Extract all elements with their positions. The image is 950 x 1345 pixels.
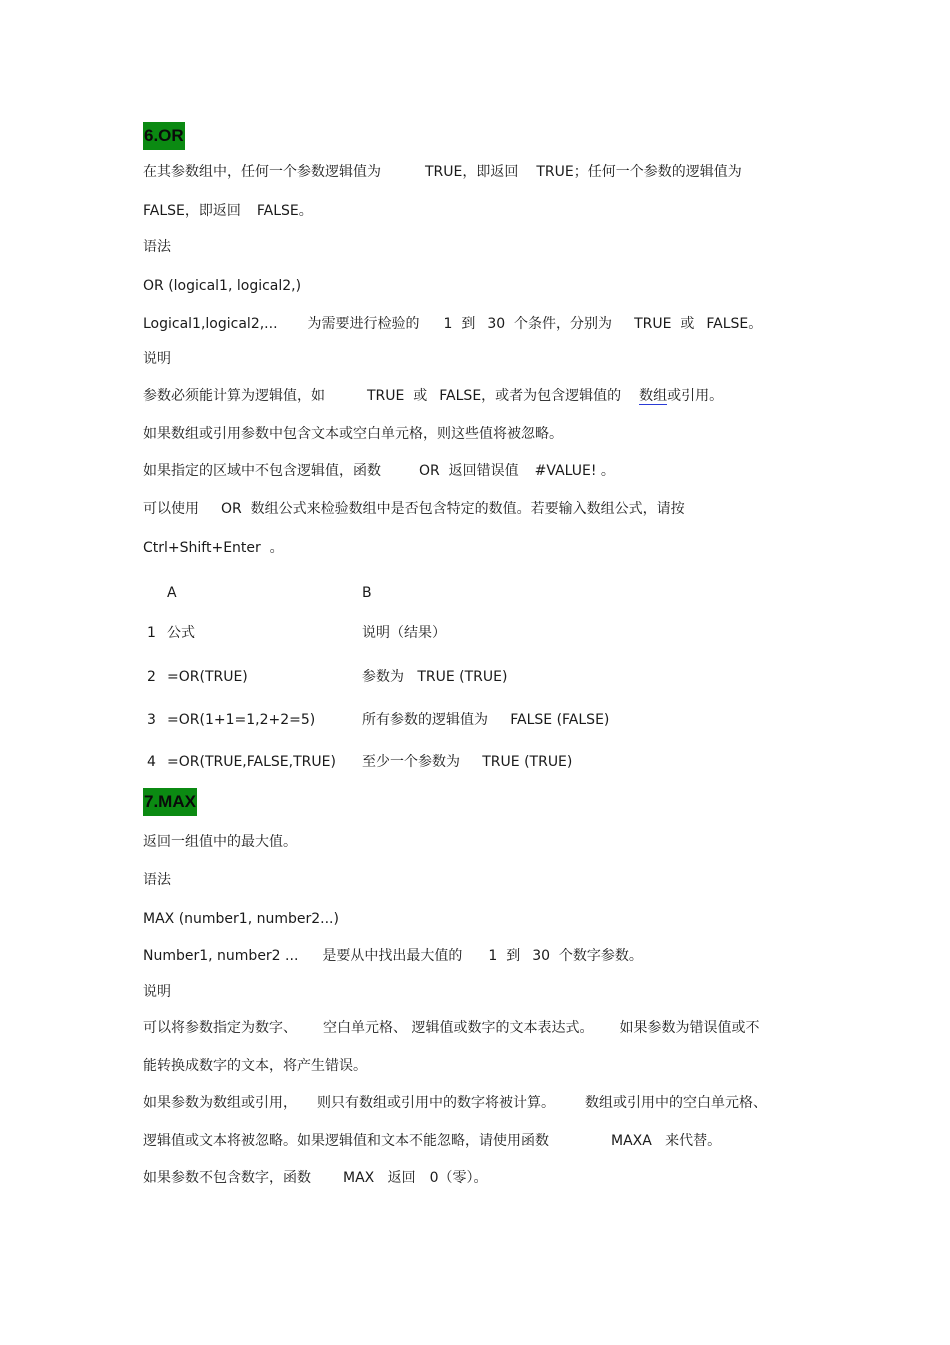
or-syntax: OR (logical1, logical2,) <box>143 278 302 294</box>
formula-cell: =OR(TRUE) <box>167 669 248 685</box>
or-description-line1 <box>143 162 742 182</box>
max-description: 返回一组值中的最大值。 <box>143 834 297 850</box>
text: TRUE；任何一个参数的逻辑值为 <box>536 164 742 180</box>
formula-cell: =OR(TRUE,FALSE,TRUE) <box>167 754 336 770</box>
text: 为需要进行检验的 <box>307 316 420 332</box>
array-link[interactable]: 数组 <box>639 388 668 404</box>
row-number: 4 <box>147 754 156 770</box>
description-cell: 至少一个参数为 TRUE (TRUE) <box>362 754 573 770</box>
max-note-2-line2 <box>143 1131 721 1151</box>
text: MAX 返回 <box>343 1170 416 1186</box>
max-note-1-line2: 能转换成数字的文本，将产生错误。 <box>143 1058 367 1074</box>
section-heading-or: 6.OR <box>143 122 185 150</box>
text: TRUE 或 <box>367 388 428 404</box>
description-cell: 所有参数的逻辑值为 FALSE (FALSE) <box>362 712 610 728</box>
or-note-2: 如果数组或引用参数中包含文本或空白单元格，则这些值将被忽略。 <box>143 426 563 442</box>
row-number: 3 <box>147 712 156 728</box>
section-heading-max: 7.MAX <box>143 788 197 816</box>
row-number: 1 <box>147 625 156 641</box>
text: 则只有数组或引用中的数字将被计算。 <box>317 1095 555 1111</box>
or-note-4 <box>143 499 685 519</box>
text: OR 返回错误值 <box>419 463 519 479</box>
or-note-5: Ctrl+Shift+Enter 。 <box>143 540 284 556</box>
text: TRUE，即返回 <box>425 164 519 180</box>
text: FALSE，即返回 <box>143 203 241 219</box>
description-cell: 参数为 TRUE (TRUE) <box>362 669 508 685</box>
text: 可以使用 <box>143 501 199 517</box>
text: TRUE 或 <box>634 316 695 332</box>
max-note-1-line1 <box>143 1018 759 1038</box>
text: 数组或引用中的空白单元格、 <box>585 1095 767 1111</box>
text: 可以将参数指定为数字、 <box>143 1020 297 1036</box>
text: Logical1,logical2,... <box>143 316 278 332</box>
max-syntax-label: 语法 <box>143 872 171 888</box>
text: 在其参数组中，任何一个参数逻辑值为 <box>143 164 381 180</box>
text: 30 个数字参数。 <box>532 948 643 964</box>
or-syntax-label: 语法 <box>143 239 171 255</box>
or-note-3 <box>143 461 615 481</box>
text: FALSE。 <box>256 203 313 219</box>
or-parameters <box>143 314 762 334</box>
text: 如果参数为数组或引用， <box>143 1095 297 1111</box>
text: 是要从中找出最大值的 <box>322 948 463 964</box>
column-header-b: B <box>362 585 372 601</box>
text: 空白单元格、 逻辑值或数字的文本表达式。 <box>323 1020 594 1036</box>
text: 如果指定的区域中不包含逻辑值，函数 <box>143 463 381 479</box>
text: Number1, number2 ... <box>143 948 299 964</box>
or-notes-label: 说明 <box>143 351 171 367</box>
or-note-1 <box>143 386 723 406</box>
max-note-2-line1 <box>143 1093 767 1113</box>
text: 0（零）。 <box>429 1170 488 1186</box>
row-number: 2 <box>147 669 156 685</box>
text: FALSE。 <box>706 316 763 332</box>
text: 如果参数不包含数字，函数 <box>143 1170 311 1186</box>
text: 1 到 <box>488 948 521 964</box>
formula-cell: 公式 <box>167 625 195 641</box>
max-notes-label: 说明 <box>143 984 171 1000</box>
text: OR 数组公式来检验数组中是否包含特定的数值。若要输入数组公式，请按 <box>221 501 685 517</box>
or-description-line2 <box>143 201 313 221</box>
formula-cell: =OR(1+1=1,2+2=5) <box>167 712 316 728</box>
text: 如果参数为错误值或不 <box>619 1020 760 1036</box>
text: 或引用。 <box>667 388 724 404</box>
text: 30 个条件，分别为 <box>487 316 613 332</box>
text: 参数必须能计算为逻辑值，如 <box>143 388 325 404</box>
text: 1 到 <box>443 316 476 332</box>
text: #VALUE! 。 <box>534 463 615 479</box>
max-note-3 <box>143 1168 488 1188</box>
max-parameters <box>143 946 643 966</box>
text: FALSE，或者为包含逻辑值的 <box>439 388 622 404</box>
max-syntax: MAX (number1, number2...) <box>143 911 339 927</box>
column-header-a: A <box>167 585 177 601</box>
text: MAXA 来代替。 <box>611 1133 722 1149</box>
text: 逻辑值或文本将被忽略。如果逻辑值和文本不能忽略，请使用函数 <box>143 1133 549 1149</box>
description-cell: 说明（结果） <box>362 625 446 641</box>
